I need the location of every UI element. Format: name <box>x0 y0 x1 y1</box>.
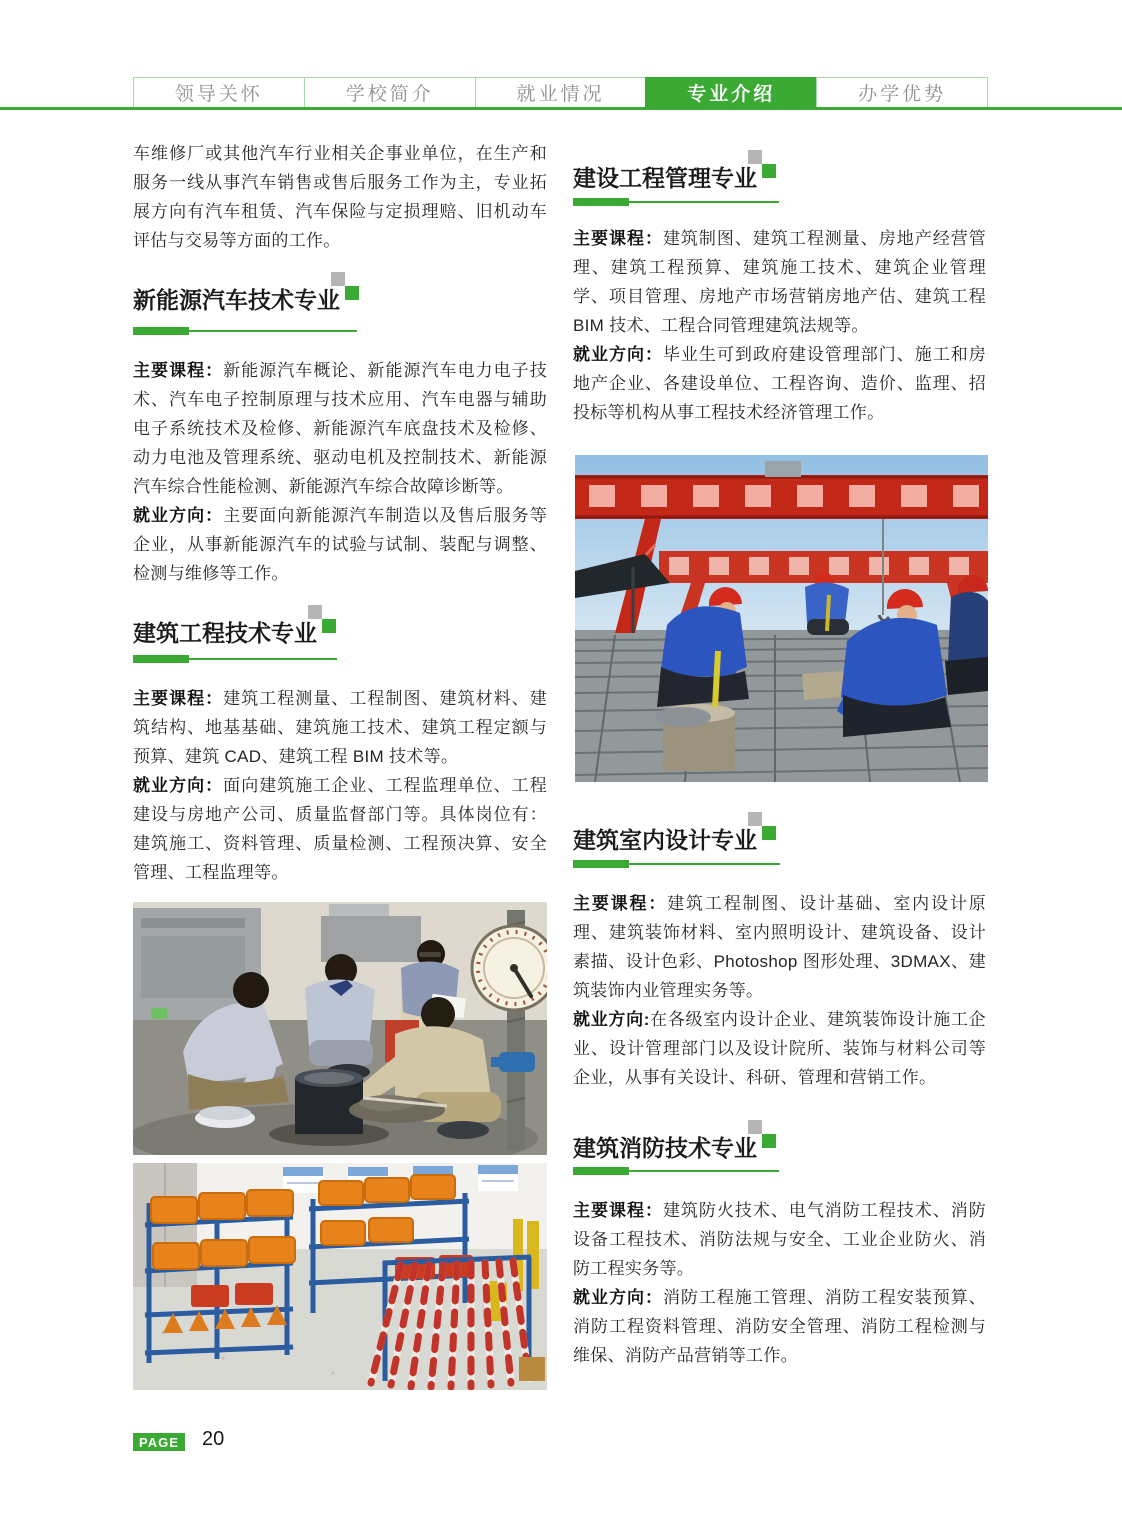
jobs-paragraph <box>573 340 986 427</box>
tab-majors-active[interactable]: 专业介绍 <box>645 77 816 108</box>
intro-paragraph <box>133 139 547 255</box>
courses-paragraph <box>133 356 547 501</box>
tab-leadership[interactable]: 领导关怀 <box>133 77 304 108</box>
courses-paragraph <box>573 1196 986 1283</box>
intro-text: 车维修厂或其他汽车行业相关企事业单位，在生产和服务一线从事汽车销售或售后服务工作为主，专业拓展方向有汽车租赁、汽车保险与定损理赔、旧机动车评估与交易等方面的工作。 <box>133 144 547 250</box>
deco-square-gray-icon <box>748 1120 762 1134</box>
underline-thin <box>629 1170 779 1172</box>
jobs-text: 主要面向新能源汽车制造以及售后服务等企业，从事新能源汽车的试验与试制、装配与调整、检测与维修等工作。 <box>133 506 548 583</box>
photo-equipment-storage <box>133 1163 547 1390</box>
deco-square-green-icon <box>345 286 359 300</box>
deco-square-green-icon <box>762 826 776 840</box>
jobs-paragraph <box>573 1283 986 1370</box>
underline-thick <box>133 327 189 335</box>
tab-underline-rule <box>0 107 1122 110</box>
jobs-label: 就业方向： <box>573 345 663 364</box>
section-text-construction-tech <box>133 684 547 887</box>
underline-thin <box>189 658 337 660</box>
courses-paragraph <box>133 684 547 771</box>
section-title-text: 新能源汽车技术专业 <box>133 287 340 313</box>
deco-square-gray-icon <box>331 272 345 286</box>
jobs-text: 面向建筑施工企业、工程监理单位、工程建设与房地产公司、质量监督部门等。具体岗位有：建筑施工、资料管理、质量检测、工程预决算、安全管理、工程监理等。 <box>133 776 548 882</box>
title-underline <box>133 655 337 663</box>
tab-advantages[interactable]: 办学优势 <box>816 77 988 108</box>
section-text-interior-design <box>573 889 986 1092</box>
jobs-paragraph <box>133 771 547 887</box>
tab-employment[interactable]: 就业情况 <box>475 77 646 108</box>
deco-square-green-icon <box>762 164 776 178</box>
deco-square-green-icon <box>762 1134 776 1148</box>
underline-thick <box>133 655 189 663</box>
section-title-text: 建设工程管理专业 <box>573 165 757 191</box>
section-title-text: 建筑室内设计专业 <box>573 827 757 853</box>
title-underline <box>133 327 357 335</box>
section-title-text: 建筑消防技术专业 <box>573 1135 757 1161</box>
section-text-nev <box>133 356 547 588</box>
section-title-fire-protection <box>573 1135 757 1163</box>
jobs-text: 在各级室内设计企业、建筑装饰设计施工企业、设计管理部门以及设计院所、装饰与材料公司等企业，从事有关设计、科研、管理和营销工作。 <box>573 1010 986 1087</box>
title-underline <box>573 860 780 868</box>
courses-label: 主要课程： <box>573 894 668 913</box>
courses-paragraph <box>573 224 986 340</box>
courses-text: 建筑工程测量、工程制图、建筑材料、建筑结构、地基基础、建筑施工技术、建筑工程定额与预算、建筑 CAD、建筑工程 BIM 技术等。 <box>133 689 548 766</box>
jobs-text: 消防工程施工管理、消防工程安装预算、消防工程资料管理、消防安全管理、消防工程检测与维保、消防产品营销等工作。 <box>573 1288 986 1365</box>
courses-text: 建筑防火技术、电气消防工程技术、消防设备工程技术、消防法规与安全、工业企业防火、消防工程实务等。 <box>573 1201 986 1278</box>
deco-square-green-icon <box>322 619 336 633</box>
jobs-paragraph <box>133 501 547 588</box>
jobs-label: 就业方向: <box>573 1010 650 1029</box>
jobs-label: 就业方向： <box>133 776 224 795</box>
photo-construction-site <box>575 455 988 782</box>
tab-school-intro[interactable]: 学校简介 <box>304 77 475 108</box>
deco-square-gray-icon <box>748 812 762 826</box>
jobs-paragraph <box>573 1005 986 1092</box>
jobs-label: 就业方向： <box>573 1288 663 1307</box>
jobs-text: 毕业生可到政府建设管理部门、施工和房地产企业、各建设单位、工程咨询、造价、监理、招投标等机构从事工程技术经济管理工作。 <box>573 345 986 422</box>
courses-label: 主要课程： <box>133 689 224 708</box>
courses-text: 建筑工程制图、设计基础、室内设计原理、建筑装饰材料、室内照明设计、建筑设备、设计素描、设计色彩、Photoshop 图形处理、3DMAX、建筑装饰内业管理实务等。 <box>573 894 986 1000</box>
page-number: 20 <box>202 1428 225 1450</box>
section-text-fire-protection <box>573 1196 986 1370</box>
underline-thin <box>629 201 779 203</box>
page-label-badge: PAGE <box>133 1433 185 1451</box>
title-underline <box>573 198 779 206</box>
courses-label: 主要课程： <box>573 229 663 248</box>
courses-label: 主要课程： <box>573 1201 663 1220</box>
underline-thin <box>629 863 780 865</box>
underline-thick <box>573 1167 629 1175</box>
courses-text: 建筑制图、建筑工程测量、房地产经营管理、建筑工程预算、建筑施工技术、建筑企业管理学、项目管理、房地产市场营销房地产估、建筑工程 BIM 技术、工程合同管理建筑法规等。 <box>573 229 986 335</box>
deco-square-gray-icon <box>748 150 762 164</box>
section-text-construction-mgmt <box>573 224 986 427</box>
section-title-text: 建筑工程技术专业 <box>133 620 317 646</box>
top-tab-bar <box>133 77 988 108</box>
section-title-construction-tech <box>133 620 317 648</box>
jobs-label: 就业方向： <box>133 506 224 525</box>
section-title-interior-design <box>573 827 757 855</box>
underline-thin <box>189 330 357 332</box>
underline-thick <box>573 860 629 868</box>
section-title-construction-mgmt <box>573 165 757 193</box>
title-underline <box>573 1167 779 1175</box>
underline-thick <box>573 198 629 206</box>
courses-text: 新能源汽车概论、新能源汽车电力电子技术、汽车电子控制原理与技术应用、汽车电器与辅助电子系统技术及检修、新能源汽车底盘技术及检修、动力电池及管理系统、驱动电机及控制技术、新能源汽车综合性能检测、新能源汽车综合故障诊断等。 <box>133 361 548 496</box>
deco-square-gray-icon <box>308 605 322 619</box>
courses-paragraph <box>573 889 986 1005</box>
section-title-nev <box>133 287 340 315</box>
photo-students-lab <box>133 902 547 1155</box>
courses-label: 主要课程： <box>133 361 224 380</box>
